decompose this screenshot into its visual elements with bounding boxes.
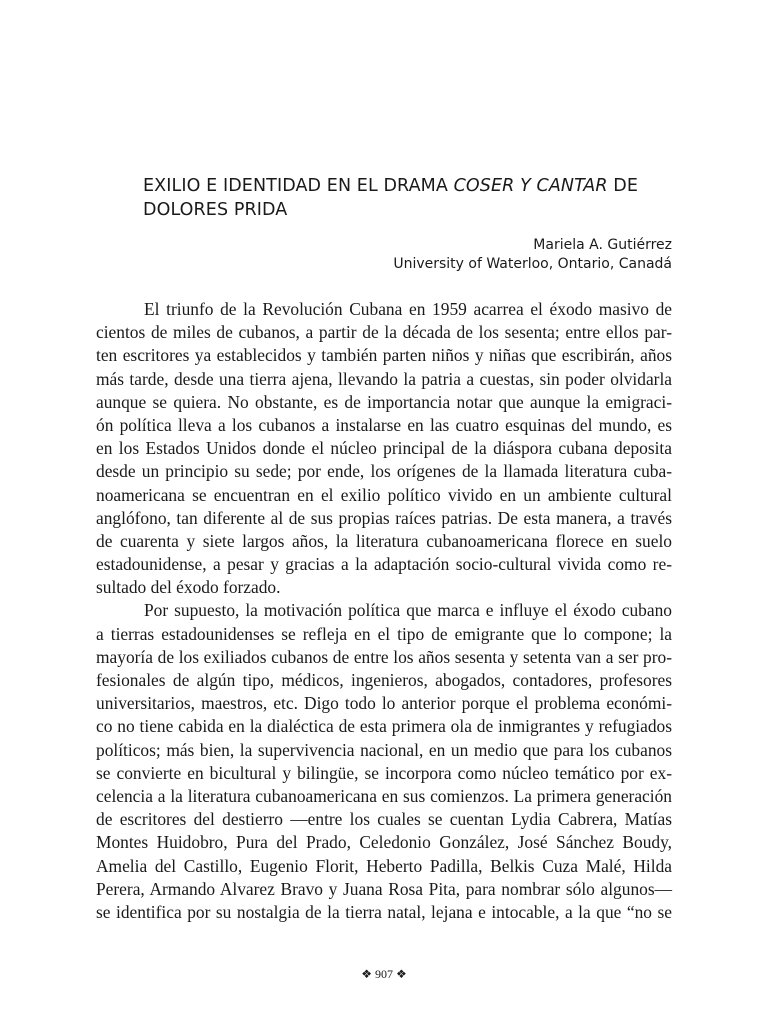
body-line: de escritores del destierro —entre los cuales se cuentan Lydia Cabrera, Matías <box>96 809 672 830</box>
body-line: Amelia del Castillo, Eugenio Florit, Heberto Padilla, Belkis Cuza Malé, Hilda <box>96 855 672 876</box>
body-line: desde un principio su sede; por ende, los orígenes de la llamada literatura cuba- <box>96 461 672 482</box>
author-affiliation: University of Waterloo, Ontario, Canadá <box>393 256 672 272</box>
title-italic-work: COSER Y CANTAR <box>453 176 608 196</box>
title-text-part1: EXILIO E IDENTIDAD EN EL DRAMA <box>143 176 454 196</box>
body-line: políticos; más bien, la supervivencia nacional, en un medio que para los cubanos <box>96 739 672 760</box>
body-line: cientos de miles de cubanos, a partir de la década de los sesenta; entre ellos par- <box>96 322 672 343</box>
body-line: El triunfo de la Revolución Cubana en 1959 acarrea el éxodo masivo de <box>144 299 672 319</box>
body-line: anglófono, tan diferente al de sus propias raíces patrias. De esta manera, a través <box>96 507 672 528</box>
body-line: se identifica por su nostalgia de la tierra natal, lejana e intocable, a la que “no se <box>96 901 672 922</box>
author-block <box>393 236 672 274</box>
page-footer <box>0 966 768 982</box>
body-line: fesionales de algún tipo, médicos, ingenieros, abogados, contadores, profesores <box>96 670 672 690</box>
body-line: se convierte en bicultural y bilingüe, se incorpora como núcleo temático por ex- <box>96 762 672 783</box>
body-line: mayoría de los exiliados cubanos de entre los años sesenta y setenta van a ser pro- <box>96 646 672 667</box>
body-line: aunque se quiera. No obstante, es de importancia notar que aunque la emigraci- <box>96 391 672 412</box>
title-line-2: DOLORES PRIDA <box>143 200 288 220</box>
body-line: celencia a la literatura cubanoamericana en sus comienzos. La primera generación <box>96 785 672 806</box>
ornament-right-icon: ❖ <box>396 967 407 981</box>
body-line: co no tiene cabida en la dialéctica de esta primera ola de inmigrantes y refugiados <box>96 716 672 737</box>
body-line: más tarde, desde una tierra ajena, llevando la patria a cuestas, sin poder olvidarla <box>96 368 672 389</box>
body-line: Por supuesto, la motivación política que marca e influye el éxodo cubano <box>144 600 672 621</box>
body-line: noamericana se encuentran en el exilio político vivido en un ambiente cultural <box>96 484 672 505</box>
body-line: estadounidense, a pesar y gracias a la adaptación socio-cultural vivida como re- <box>96 554 672 575</box>
ornament-left-icon: ❖ <box>361 967 372 981</box>
body-text <box>96 298 672 924</box>
body-line: a tierras estadounidenses se refleja en el tipo de emigrante que lo compone; la <box>96 623 672 644</box>
title-text-part2: DE <box>607 176 639 196</box>
body-line: Perera, Armando Alvarez Bravo y Juana Rosa Pita, para nombrar sólo algunos— <box>96 878 672 899</box>
body-line: Montes Huidobro, Pura del Prado, Celedonio González, José Sánchez Boudy, <box>96 832 672 853</box>
body-line: de cuarenta y siete largos años, la literatura cubanoamericana florece en suelo <box>96 530 672 551</box>
page-number: 907 <box>375 967 393 981</box>
body-line: ón política lleva a los cubanos a instalarse en las cuatro esquinas del mundo, es <box>96 414 672 435</box>
author-name: Mariela A. Gutiérrez <box>533 237 672 253</box>
body-line: en los Estados Unidos donde el núcleo principal de la diáspora cubana deposita <box>96 438 672 459</box>
article-title <box>143 174 683 222</box>
body-line: ten escritores ya establecidos y también parten niños y niñas que escribirán, años <box>96 345 672 366</box>
body-line: sultado del éxodo forzado. <box>96 577 281 598</box>
body-line: universitarios, maestros, etc. Digo todo lo anterior porque el problema económi- <box>96 693 672 714</box>
